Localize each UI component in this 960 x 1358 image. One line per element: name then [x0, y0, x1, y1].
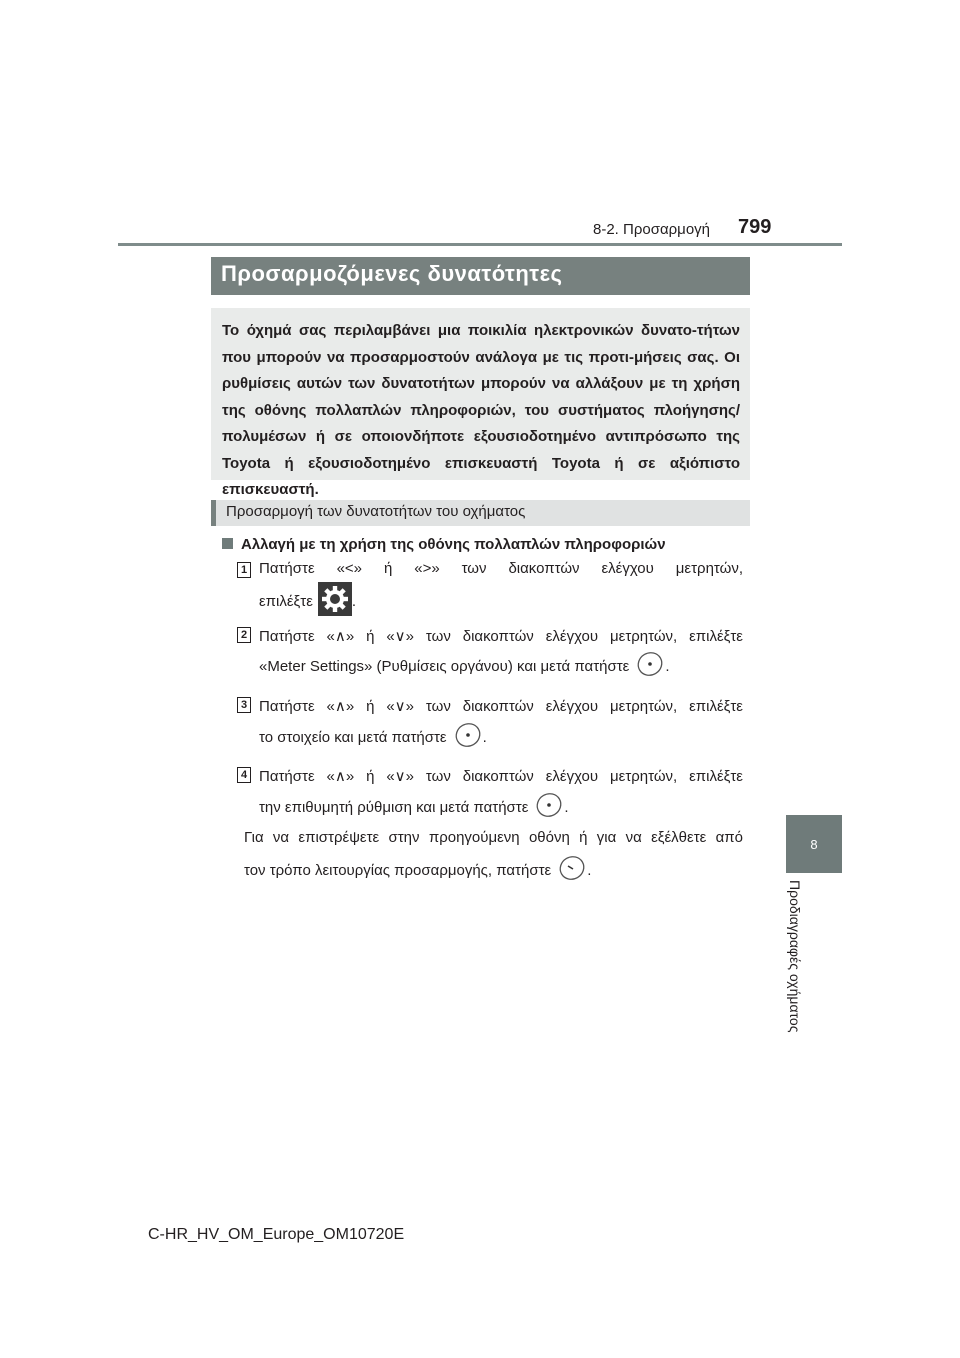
chapter-label: Προδιαγραφές οχήματος: [787, 880, 803, 1033]
step-3-line-1: Πατήστε «∧» ή «∨» των διακοπτών ελέγχου μετρητών, επιλέξτε: [259, 698, 743, 715]
step-number-2: 2: [237, 627, 251, 643]
settings-gear-icon: [318, 582, 352, 620]
intro-text: Το όχημά σας περιλαμβάνει μια ποικιλία ηλεκτρονικών δυνατο-τήτων που μπορούν να προσαρμοστούν ανάλογα με τις προτι-μήσεις σας. Οι ρυθμίσεις αυτών των δυνατοτήτων μπορούν να αλλάξουν με τη χρήση της οθόνης πολλαπλών πληροφοριών, του συστήματος πλοήγησης/πολυμέσων ή σε οποιονδήποτε εξουσιοδοτημένο αντιπρόσωπο της Toyota ή εξουσιοδοτημένο επισκευαστή Toyota ή σε αξιόπιστο επισκευαστή.: [222, 322, 740, 498]
header-rule: [118, 243, 842, 246]
step-4-end: .: [564, 798, 569, 816]
step-4-text: την επιθυμητή ρύθμιση και μετά πατήστε: [259, 798, 529, 816]
return-note-line-2: [244, 856, 591, 884]
step-3-text: το στοιχείο και μετά πατήστε: [259, 728, 447, 746]
step-3-end: .: [482, 728, 487, 746]
section-label: 8-2. Προσαρμογή: [593, 221, 711, 238]
chapter-tab: [786, 815, 842, 873]
enter-button-icon: [534, 792, 564, 822]
step-number-4: 4: [237, 767, 251, 783]
step-number-1: 1: [237, 562, 251, 578]
chapter-number: 8: [810, 836, 818, 852]
step-2-text: «Meter Settings» (Ρυθμίσεις οργάνου) και μετά πατήστε: [259, 657, 630, 675]
subheading-bar: [211, 500, 750, 526]
return-note-end: .: [587, 861, 592, 879]
step-1-line-2: [259, 584, 356, 618]
chapter-label-vertical: [783, 880, 807, 1050]
step-1-end: .: [351, 592, 357, 610]
page-number: 799: [738, 216, 772, 238]
subheading: Προσαρμογή των δυνατοτήτων του οχήματος: [226, 503, 526, 520]
intro-box: [211, 308, 750, 498]
step-4-line-2: [259, 793, 569, 821]
back-button-icon: [557, 855, 587, 885]
step-number-3: 3: [237, 697, 251, 713]
return-note-line-1: Για να επιστρέψετε στην προηγούμενη οθόνη ή για να εξέλθετε από: [244, 829, 743, 846]
bullet-square-icon: [222, 538, 233, 549]
page-title: Προσαρμοζόμενες δυνατότητες: [221, 261, 563, 286]
return-note-text: τον τρόπο λειτουργίας προσαρμογής, πατήστε: [244, 861, 552, 879]
step-2-line-1: Πατήστε «∧» ή «∨» των διακοπτών ελέγχου μετρητών, επιλέξτε: [259, 628, 743, 645]
step-1-text: επιλέξτε: [259, 592, 313, 610]
step-2-line-2: [259, 652, 670, 680]
step-2-end: .: [665, 657, 670, 675]
item-title-text: Αλλαγή με τη χρήση της οθόνης πολλαπλών πληροφοριών: [241, 536, 666, 553]
page-title-bar: [211, 257, 750, 295]
item-title: [222, 536, 666, 553]
step-4-line-1: Πατήστε «∧» ή «∨» των διακοπτών ελέγχου μετρητών, επιλέξτε: [259, 768, 743, 785]
enter-button-icon: [635, 651, 665, 681]
document-footer: C-HR_HV_OM_Europe_OM10720E: [148, 1226, 405, 1243]
step-1-line-1: Πατήστε «<» ή «>» των διακοπτών ελέγχου μετρητών,: [259, 560, 743, 577]
enter-button-icon: [453, 722, 483, 752]
step-3-line-2: [259, 723, 487, 751]
